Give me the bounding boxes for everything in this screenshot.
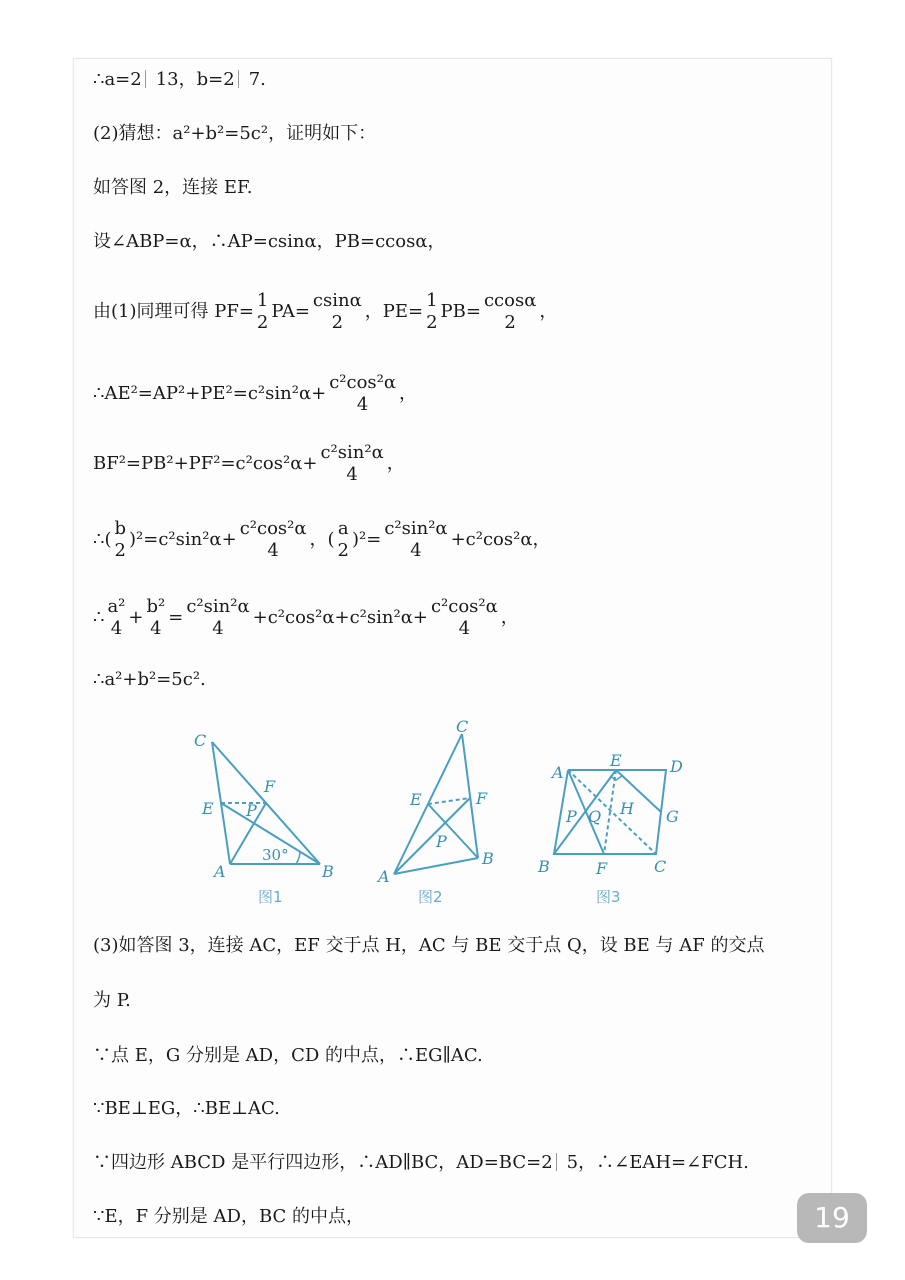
text: = <box>168 607 184 628</box>
line-6 <box>93 372 417 416</box>
caption-fig1: 图1 <box>258 888 283 906</box>
text: ，( <box>309 529 335 550</box>
text: ∴AE²=AP²+PE²=c²sin²α+ <box>93 383 327 404</box>
label-H: H <box>620 799 634 818</box>
line-12: 为 P. <box>93 990 131 1011</box>
fraction: b² 4 <box>146 596 166 639</box>
text: ∴( <box>93 529 112 550</box>
line-3: 如答图 2，连接 EF. <box>93 177 253 198</box>
line-1 <box>93 68 266 92</box>
text: ， <box>500 607 519 628</box>
label-C: C <box>194 731 207 750</box>
line-15 <box>93 1151 749 1175</box>
fraction: 1 2 <box>426 290 438 333</box>
fraction: a 2 <box>337 518 349 561</box>
text: )²=c²sin²α+ <box>129 529 237 550</box>
fraction: b 2 <box>114 518 127 561</box>
label-P: P <box>246 801 257 820</box>
fraction: csinα 2 <box>312 290 362 333</box>
label-D: D <box>670 757 683 776</box>
text: ， <box>539 301 558 322</box>
label-C: C <box>456 717 469 736</box>
line-9 <box>93 596 519 640</box>
label-P: P <box>436 832 447 851</box>
angle-label: 30° <box>262 846 289 864</box>
label-B: B <box>482 849 494 868</box>
fraction: c²sin²α 4 <box>186 596 250 639</box>
text: +c²cos²α， <box>450 529 551 550</box>
text: ∴ <box>93 607 105 628</box>
text: 13，b=2 <box>155 69 235 90</box>
label-Q: Q <box>588 807 602 826</box>
page-number-badge[interactable]: 19 <box>797 1193 867 1243</box>
text: 7. <box>248 69 266 90</box>
text: BF²=PB²+PF²=c²cos²α+ <box>93 453 318 474</box>
label-G: G <box>666 807 679 826</box>
text: ∴a=2 <box>93 69 142 90</box>
text: + <box>128 607 144 628</box>
text: 由(1)同理可得 PF= <box>93 301 254 322</box>
line-10: ∴a²+b²=5c². <box>93 669 206 690</box>
line-7 <box>93 442 405 486</box>
label-E: E <box>410 790 422 809</box>
line-13: ∵点 E，G 分别是 AD，CD 的中点，∴EG∥AC. <box>93 1045 483 1066</box>
fraction: c²cos²α 4 <box>239 518 307 561</box>
fraction: 1 2 <box>256 290 269 333</box>
text: PB= <box>440 301 481 322</box>
text: 5，∴∠EAH=∠FCH. <box>566 1152 749 1173</box>
label-E: E <box>610 751 622 770</box>
figure-2 <box>394 734 478 874</box>
text: PA= <box>271 301 310 322</box>
fraction: a² 4 <box>107 596 126 639</box>
line-14: ∵BE⊥EG，∴BE⊥AC. <box>93 1098 280 1119</box>
label-F: F <box>596 859 608 878</box>
sqrt-sign <box>238 70 247 88</box>
label-F: F <box>264 777 276 796</box>
label-A: A <box>552 763 564 782</box>
line-11: (3)如答图 3，连接 AC，EF 交于点 H，AC 与 BE 交于点 Q，设 BE 与 AF 的交点 <box>93 935 765 956</box>
line-4: 设∠ABP=α，∴AP=csinα，PB=ccosα， <box>93 231 446 252</box>
text: ，PE= <box>364 301 424 322</box>
sqrt-sign <box>556 1153 565 1171</box>
fraction: c²sin²α 4 <box>384 518 448 561</box>
fraction: c²sin²α 4 <box>320 442 384 485</box>
label-B: B <box>538 857 550 876</box>
label-B: B <box>322 862 334 881</box>
sqrt-sign <box>145 70 154 88</box>
text: +c²cos²α+c²sin²α+ <box>252 607 428 628</box>
geometry-figures <box>180 712 720 922</box>
fraction: ccosα 2 <box>483 290 537 333</box>
text: ， <box>399 383 418 404</box>
text: ， <box>386 453 405 474</box>
fraction: c²cos²α 4 <box>430 596 498 639</box>
label-P: P <box>566 807 577 826</box>
line-16: ∵E，F 分别是 AD，BC 的中点， <box>93 1206 365 1227</box>
caption-fig3: 图3 <box>596 888 621 906</box>
label-F: F <box>476 789 488 808</box>
text: )²= <box>352 529 382 550</box>
label-A: A <box>378 867 390 886</box>
line-5 <box>93 290 557 334</box>
label-E: E <box>202 799 214 818</box>
caption-fig2: 图2 <box>418 888 443 906</box>
text: ∵四边形 ABCD 是平行四边形，∴AD∥BC，AD=BC=2 <box>93 1152 553 1173</box>
line-8 <box>93 518 551 562</box>
label-C: C <box>654 857 667 876</box>
fraction: c²cos²α 4 <box>329 372 397 415</box>
label-A: A <box>214 862 226 881</box>
figures <box>180 712 720 922</box>
line-2: (2)猜想：a²+b²=5c²，证明如下： <box>93 123 377 144</box>
